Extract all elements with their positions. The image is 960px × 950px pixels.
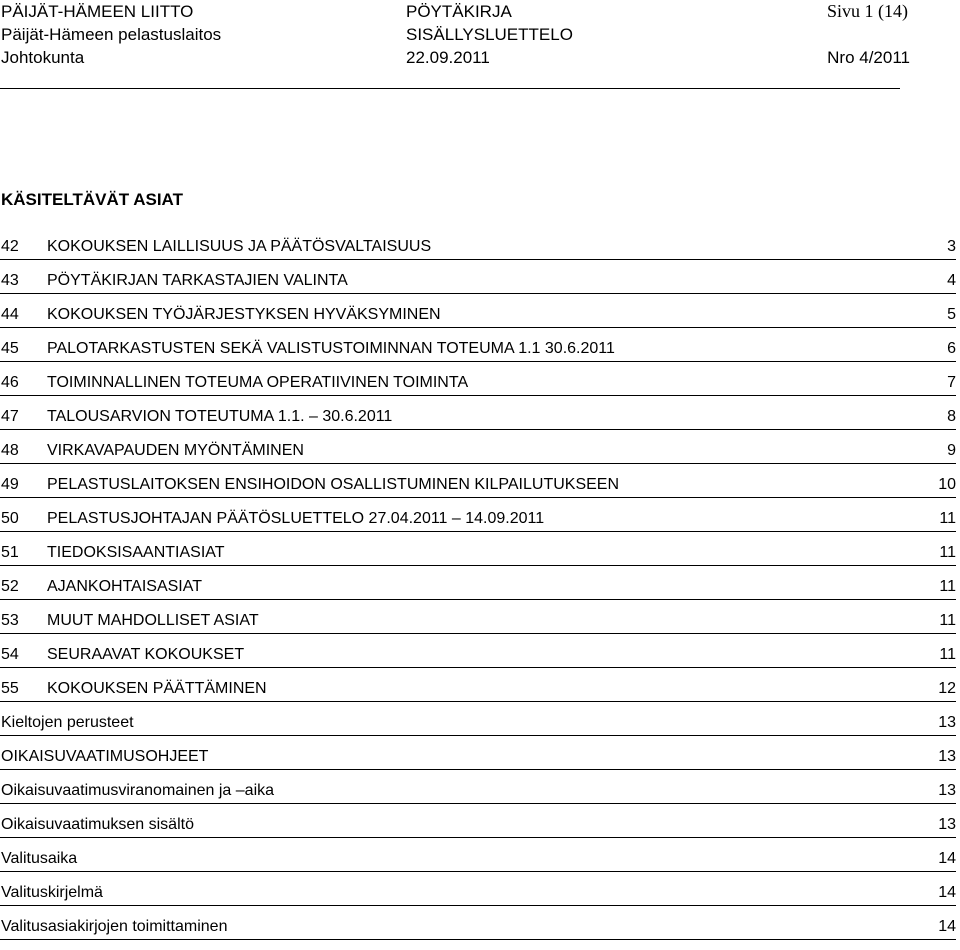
- toc-underline: [0, 769, 956, 770]
- toc-underline: [0, 531, 956, 532]
- org-name: PÄIJÄT-HÄMEEN LIITTO: [1, 2, 194, 21]
- toc-row: [0, 814, 960, 848]
- toc-item-title: TIEDOKSISAANTIASIAT: [47, 544, 225, 561]
- toc-item-title: TOIMINNALLINEN TOTEUMA OPERATIIVINEN TOIMINTA: [47, 374, 469, 391]
- meeting-number: Nro 4/2011: [827, 48, 910, 67]
- toc-item-page: 14: [938, 918, 956, 935]
- meeting-date: 22.09.2011: [406, 48, 490, 67]
- toc-label: SISÄLLYSLUETTELO: [406, 25, 573, 44]
- toc-item-page: 12: [938, 680, 956, 697]
- toc-item-page: 11: [939, 578, 956, 595]
- toc-row: [0, 678, 960, 712]
- toc-item-page: 5: [947, 306, 956, 323]
- toc-item-page: 9: [947, 442, 956, 459]
- toc-row: [0, 542, 960, 576]
- toc-row: [0, 440, 960, 474]
- toc-underline: [0, 905, 956, 906]
- toc-item-page: 13: [938, 714, 956, 731]
- toc-item-page: 11: [939, 510, 956, 527]
- toc-underline: [0, 395, 956, 396]
- toc-row: [0, 406, 960, 440]
- department-name: Päijät-Hämeen pelastuslaitos: [1, 25, 222, 44]
- toc-item-title: KOKOUKSEN TYÖJÄRJESTYKSEN HYVÄKSYMINEN: [47, 306, 441, 323]
- section-title: KÄSITELTÄVÄT ASIAT: [1, 190, 183, 209]
- toc-item-title: SEURAAVAT KOKOUKSET: [47, 646, 245, 663]
- toc-item-number: 48: [1, 442, 19, 459]
- toc-underline: [0, 667, 956, 668]
- toc-underline: [0, 803, 956, 804]
- toc-row: [0, 746, 960, 780]
- toc-item-number: 51: [1, 544, 19, 561]
- toc-item-title: OIKAISUVAATIMUSOHJEET: [1, 748, 209, 765]
- header-row-1: [0, 0, 960, 23]
- table-of-contents: [0, 236, 960, 950]
- toc-item-title: Kieltojen perusteet: [1, 714, 134, 731]
- toc-item-number: 46: [1, 374, 19, 391]
- toc-item-page: 13: [938, 748, 956, 765]
- toc-underline: [0, 429, 956, 430]
- toc-item-page: 14: [938, 850, 956, 867]
- toc-item-page: 13: [938, 816, 956, 833]
- toc-item-title: KOKOUKSEN LAILLISUUS JA PÄÄTÖSVALTAISUUS: [47, 238, 432, 255]
- toc-item-number: 43: [1, 272, 19, 289]
- header-row-3: [0, 46, 960, 69]
- board-name: Johtokunta: [1, 48, 85, 67]
- toc-item-number: 54: [1, 646, 19, 663]
- toc-row: [0, 916, 960, 950]
- toc-item-page: 11: [939, 646, 956, 663]
- toc-row: [0, 474, 960, 508]
- toc-underline: [0, 837, 956, 838]
- toc-item-title: PÖYTÄKIRJAN TARKASTAJIEN VALINTA: [47, 272, 348, 289]
- toc-row: [0, 372, 960, 406]
- toc-row: [0, 338, 960, 372]
- toc-item-title: TALOUSARVION TOTEUTUMA 1.1. – 30.6.2011: [47, 408, 393, 425]
- toc-underline: [0, 463, 956, 464]
- toc-underline: [0, 565, 956, 566]
- toc-item-number: 45: [1, 340, 19, 357]
- toc-row: [0, 848, 960, 882]
- toc-underline: [0, 701, 956, 702]
- toc-item-title: Valitusaika: [1, 850, 78, 867]
- toc-row: [0, 610, 960, 644]
- toc-item-page: 6: [947, 340, 956, 357]
- header-row-2: [0, 23, 960, 46]
- toc-item-title: Oikaisuvaatimuksen sisältö: [1, 816, 194, 833]
- document-header: [0, 0, 960, 70]
- toc-item-number: 52: [1, 578, 19, 595]
- toc-row: [0, 644, 960, 678]
- toc-item-number: 53: [1, 612, 19, 629]
- toc-row: [0, 882, 960, 916]
- toc-item-number: 49: [1, 476, 19, 493]
- toc-item-number: 42: [1, 238, 19, 255]
- toc-row: [0, 270, 960, 304]
- toc-underline: [0, 633, 956, 634]
- toc-row: [0, 712, 960, 746]
- toc-item-page: 4: [947, 272, 956, 289]
- toc-item-number: 44: [1, 306, 19, 323]
- toc-row: [0, 304, 960, 338]
- toc-item-title: VIRKAVAPAUDEN MYÖNTÄMINEN: [47, 442, 304, 459]
- toc-underline: [0, 259, 956, 260]
- toc-item-title: KOKOUKSEN PÄÄTTÄMINEN: [47, 680, 267, 697]
- toc-item-page: 3: [947, 238, 956, 255]
- toc-item-page: 8: [947, 408, 956, 425]
- toc-row: [0, 508, 960, 542]
- toc-underline: [0, 361, 956, 362]
- toc-item-page: 10: [938, 476, 956, 493]
- toc-item-title: Oikaisuvaatimusviranomainen ja –aika: [1, 782, 275, 799]
- toc-item-title: PALOTARKASTUSTEN SEKÄ VALISTUSTOIMINNAN TOTEUMA 1.1 30.6.2011: [47, 340, 615, 357]
- toc-item-title: AJANKOHTAISASIAT: [47, 578, 202, 595]
- toc-row: [0, 236, 960, 270]
- toc-item-title: PELASTUSLAITOKSEN ENSIHOIDON OSALLISTUMINEN KILPAILUTUKSEEN: [47, 476, 620, 493]
- toc-item-page: 13: [938, 782, 956, 799]
- toc-underline: [0, 735, 956, 736]
- toc-row: [0, 780, 960, 814]
- toc-item-title: MUUT MAHDOLLISET ASIAT: [47, 612, 259, 629]
- toc-item-number: 50: [1, 510, 19, 527]
- page-number: Sivu 1 (14): [827, 1, 908, 21]
- toc-item-title: Valituskirjelmä: [1, 884, 103, 901]
- toc-item-page: 7: [947, 374, 956, 391]
- toc-item-number: 47: [1, 408, 19, 425]
- toc-underline: [0, 871, 956, 872]
- toc-underline: [0, 327, 956, 328]
- toc-item-page: 11: [939, 612, 956, 629]
- toc-item-page: 11: [939, 544, 956, 561]
- toc-underline: [0, 599, 956, 600]
- toc-item-number: 55: [1, 680, 19, 697]
- header-divider: [0, 88, 900, 89]
- doc-type: PÖYTÄKIRJA: [406, 2, 512, 21]
- toc-row: [0, 576, 960, 610]
- toc-underline: [0, 293, 956, 294]
- toc-underline: [0, 497, 956, 498]
- toc-item-title: PELASTUSJOHTAJAN PÄÄTÖSLUETTELO 27.04.2011 – 14.09.2011: [47, 510, 545, 527]
- toc-underline: [0, 939, 956, 940]
- toc-item-title: Valitusasiakirjojen toimittaminen: [1, 918, 228, 935]
- toc-item-page: 14: [938, 884, 956, 901]
